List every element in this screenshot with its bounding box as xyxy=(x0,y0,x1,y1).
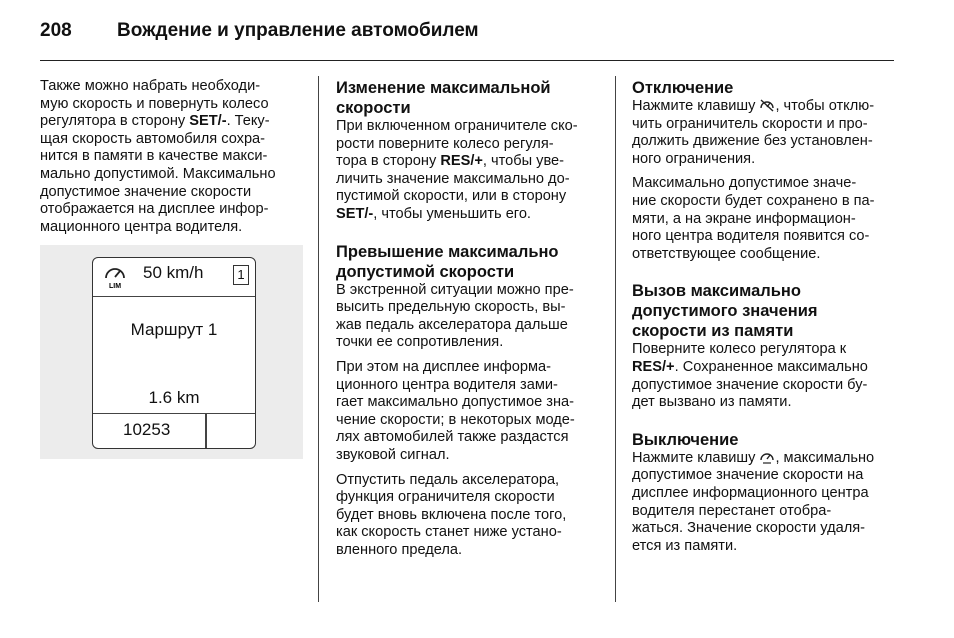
text-run: . Сохраненное максимально xyxy=(674,358,868,375)
section-title-change-max-speed: Изменение максимальной скорости xyxy=(336,79,551,117)
exceed-text-1: В экстренной ситуации можно пре- высить предельную скорость, вы- жав педаль акселератора дальше точки ее сопротивления. xyxy=(336,281,574,351)
column-1 xyxy=(40,78,305,243)
section-title-recall: Вызов максимально допустимого значения скорости из памяти xyxy=(632,282,818,341)
chapter-title: Вождение и управление автомобилем xyxy=(117,20,479,41)
limiter-cancel-icon xyxy=(759,98,775,112)
bottom-divider xyxy=(205,414,207,448)
switch-off-text: Нажмите клавишу , максимально допустимое значение скорости на дисплее информационного центра водителя перестанет отобра- жаться. Значение скорости удаля- ется из памяти. xyxy=(632,449,875,554)
text-run: , чтобы уменьшить его. xyxy=(373,205,531,222)
exceed-text-3: Отпустить педаль акселератора, функция ограничителя скорости будет вновь включена после того, как скорость станет ниже устано- вленного предела. xyxy=(336,471,567,558)
display-figure xyxy=(40,245,303,459)
text-run: Нажмите клавишу xyxy=(632,98,760,114)
text-run: тора в сторону xyxy=(336,153,441,170)
info-display xyxy=(92,257,256,449)
gear-indicator: 1 xyxy=(233,265,249,285)
column-divider-2 xyxy=(615,76,616,602)
text-run: , максимально xyxy=(775,449,875,466)
route-label: Маршрут 1 xyxy=(130,320,218,339)
column-divider-1 xyxy=(318,76,319,602)
display-top-row xyxy=(93,258,255,297)
text-run: , чтобы отклю- xyxy=(775,98,875,114)
control-label: RES/+ xyxy=(440,153,483,170)
page-number: 208 xyxy=(40,20,72,41)
column-3 xyxy=(632,78,898,573)
section-title-exceed-max-speed: Превышение максимально допустимой скорости xyxy=(336,242,559,281)
page-header xyxy=(40,20,894,60)
deactivation-text-1: Нажмите клавишу , чтобы отклю- чить ограничитель скорости и про- должить движение без установлен- ного ограничения. xyxy=(632,98,875,167)
control-label: SET/- xyxy=(336,205,374,222)
control-label: RES/+ xyxy=(632,358,675,375)
exceed-text-2: При этом на дисплее информа- ционного центра водителя зами- гает максимально допустимое зна- чение скорости; в некоторых моде- лях автомобилей также раздастся звуковой сигнал. xyxy=(336,358,575,463)
change-max-speed-text: При включенном ограничителе ско- рости поверните колесо регуля- тора в сторону RES/+, чтобы уве- личить значение максимально до- пустимой скорости, или в сторону SET/-, чтобы уменьшить его. xyxy=(336,118,578,222)
intro-paragraph: Также можно набрать необходи- мую скорость и повернуть колесо регулятора в сторону SET/-. Теку- щая скорость автомобиля сохра- нится в памяти в качестве макси- мально допустимой. Максимально допустимое значение скорости отображается на дисплее инфор- мационного центра водителя. xyxy=(40,78,276,235)
svg-text:LIM: LIM xyxy=(108,283,122,290)
section-title-switch-off: Выключение xyxy=(632,430,739,449)
text-run: . Теку- xyxy=(226,113,270,130)
control-label: SET/- xyxy=(189,113,227,130)
speed-limiter-lim-icon xyxy=(101,262,129,290)
text-run: Нажмите клавишу xyxy=(632,449,760,466)
text-run: регулятора в сторону xyxy=(40,113,190,130)
display-bottom-row xyxy=(93,413,255,448)
odometer: 10253 xyxy=(123,420,171,439)
limiter-icon xyxy=(759,450,775,464)
recall-text: Поверните колесо регулятора к RES/+. Сохраненное максимально допустимое значение скорости бу- дет вызвано из памяти. xyxy=(632,341,868,411)
text-run: , чтобы уве- xyxy=(482,153,565,170)
column-2 xyxy=(336,78,602,577)
header-rule xyxy=(40,60,894,61)
deactivation-text-2: Максимально допустимое значе- ние скорости будет сохранено в па- мяти, а на экране информацион- ного центра водителя появится со- ответствующее сообщение. xyxy=(632,175,875,262)
limit-speed: 50 km/h xyxy=(143,263,204,282)
section-title-deactivation: Отключение xyxy=(632,79,734,97)
trip-distance: 1.6 km xyxy=(148,388,200,407)
